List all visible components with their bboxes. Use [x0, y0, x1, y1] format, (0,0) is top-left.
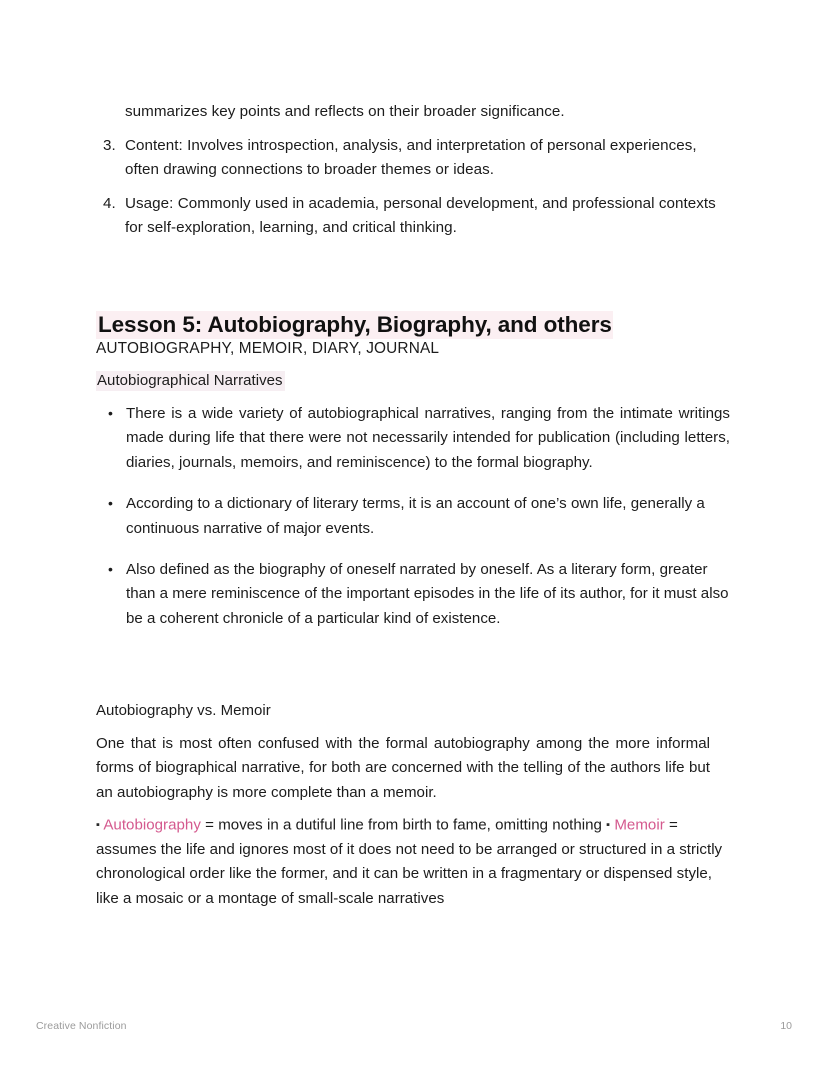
section-label [96, 370, 285, 392]
numbered-list [96, 134, 730, 250]
comparison-title: Autobiography vs. Memoir [96, 702, 271, 719]
section-label-text: Autobiographical Narratives [97, 372, 283, 389]
term-autobiography: Autobiography [103, 816, 201, 834]
square-bullet-icon: ▪ [606, 819, 611, 831]
bullet-marker-icon: • [108, 495, 113, 512]
term-autobiography-definition: = moves in a dutiful line from birth to fame, omitting nothing [205, 816, 602, 834]
square-bullet-icon: ▪ [96, 819, 100, 831]
list-item-text: Usage: Commonly used in academia, personal development, and professional contexts for self-exploration, learning, and critical thinking. [125, 195, 716, 236]
list-item-text: There is a wide variety of autobiographical narratives, ranging from the intimate writings made during life that there were not necessarily intended for publication (including letters, diaries, journals, memoirs, and reminiscence) to the formal biography. [126, 405, 730, 471]
bullet-marker-icon: • [108, 405, 113, 421]
list-marker: 4. [103, 195, 116, 212]
bullet-marker-icon: • [108, 561, 113, 578]
term-memoir-definition: = assumes the life and ignores most of it does not need to be arranged or structured in a strictly chronological order like the former, and it can be written in a fragmentary or dispensed style, like a mosaic or a montage of small-scale narratives [96, 816, 723, 907]
bullet-list [96, 402, 730, 648]
list-item-text: Content: Involves introspection, analysis, and interpretation of personal experiences, often drawing connections to broader themes or ideas. [125, 137, 697, 178]
list-item [96, 402, 730, 475]
term-memoir: Memoir [614, 816, 665, 834]
terms-paragraph [96, 813, 730, 911]
lesson-heading-text: Lesson 5: Autobiography, Biography, and others [98, 312, 612, 338]
list-marker: 3. [103, 137, 116, 154]
comparison-paragraph: One that is most often confused with the formal autobiography among the more informal forms of biographical narrative, for both are concerned with the telling of the authors life but an autobiography is more complete than a memoir. [96, 735, 710, 801]
footer-title: Creative Nonfiction [36, 1020, 127, 1032]
footer-page-number: 10 [780, 1020, 792, 1032]
list-item [96, 558, 730, 631]
continuation-line: summarizes key points and reflects on their broader significance. [125, 103, 565, 120]
subtitle-uppercase: AUTOBIOGRAPHY, MEMOIR, DIARY, JOURNAL [96, 340, 440, 357]
list-item-text: Also defined as the biography of oneself narrated by oneself. As a literary form, greater than a mere reminiscence of the important episodes in the life of its author, for it must also be a coherent chronicle of a particular kind of existence. [126, 561, 729, 627]
list-item [96, 492, 730, 541]
list-item [96, 134, 730, 182]
list-item [96, 192, 730, 240]
list-item-text: According to a dictionary of literary terms, it is an account of one’s own life, generally a continuous narrative of major events. [126, 495, 705, 537]
